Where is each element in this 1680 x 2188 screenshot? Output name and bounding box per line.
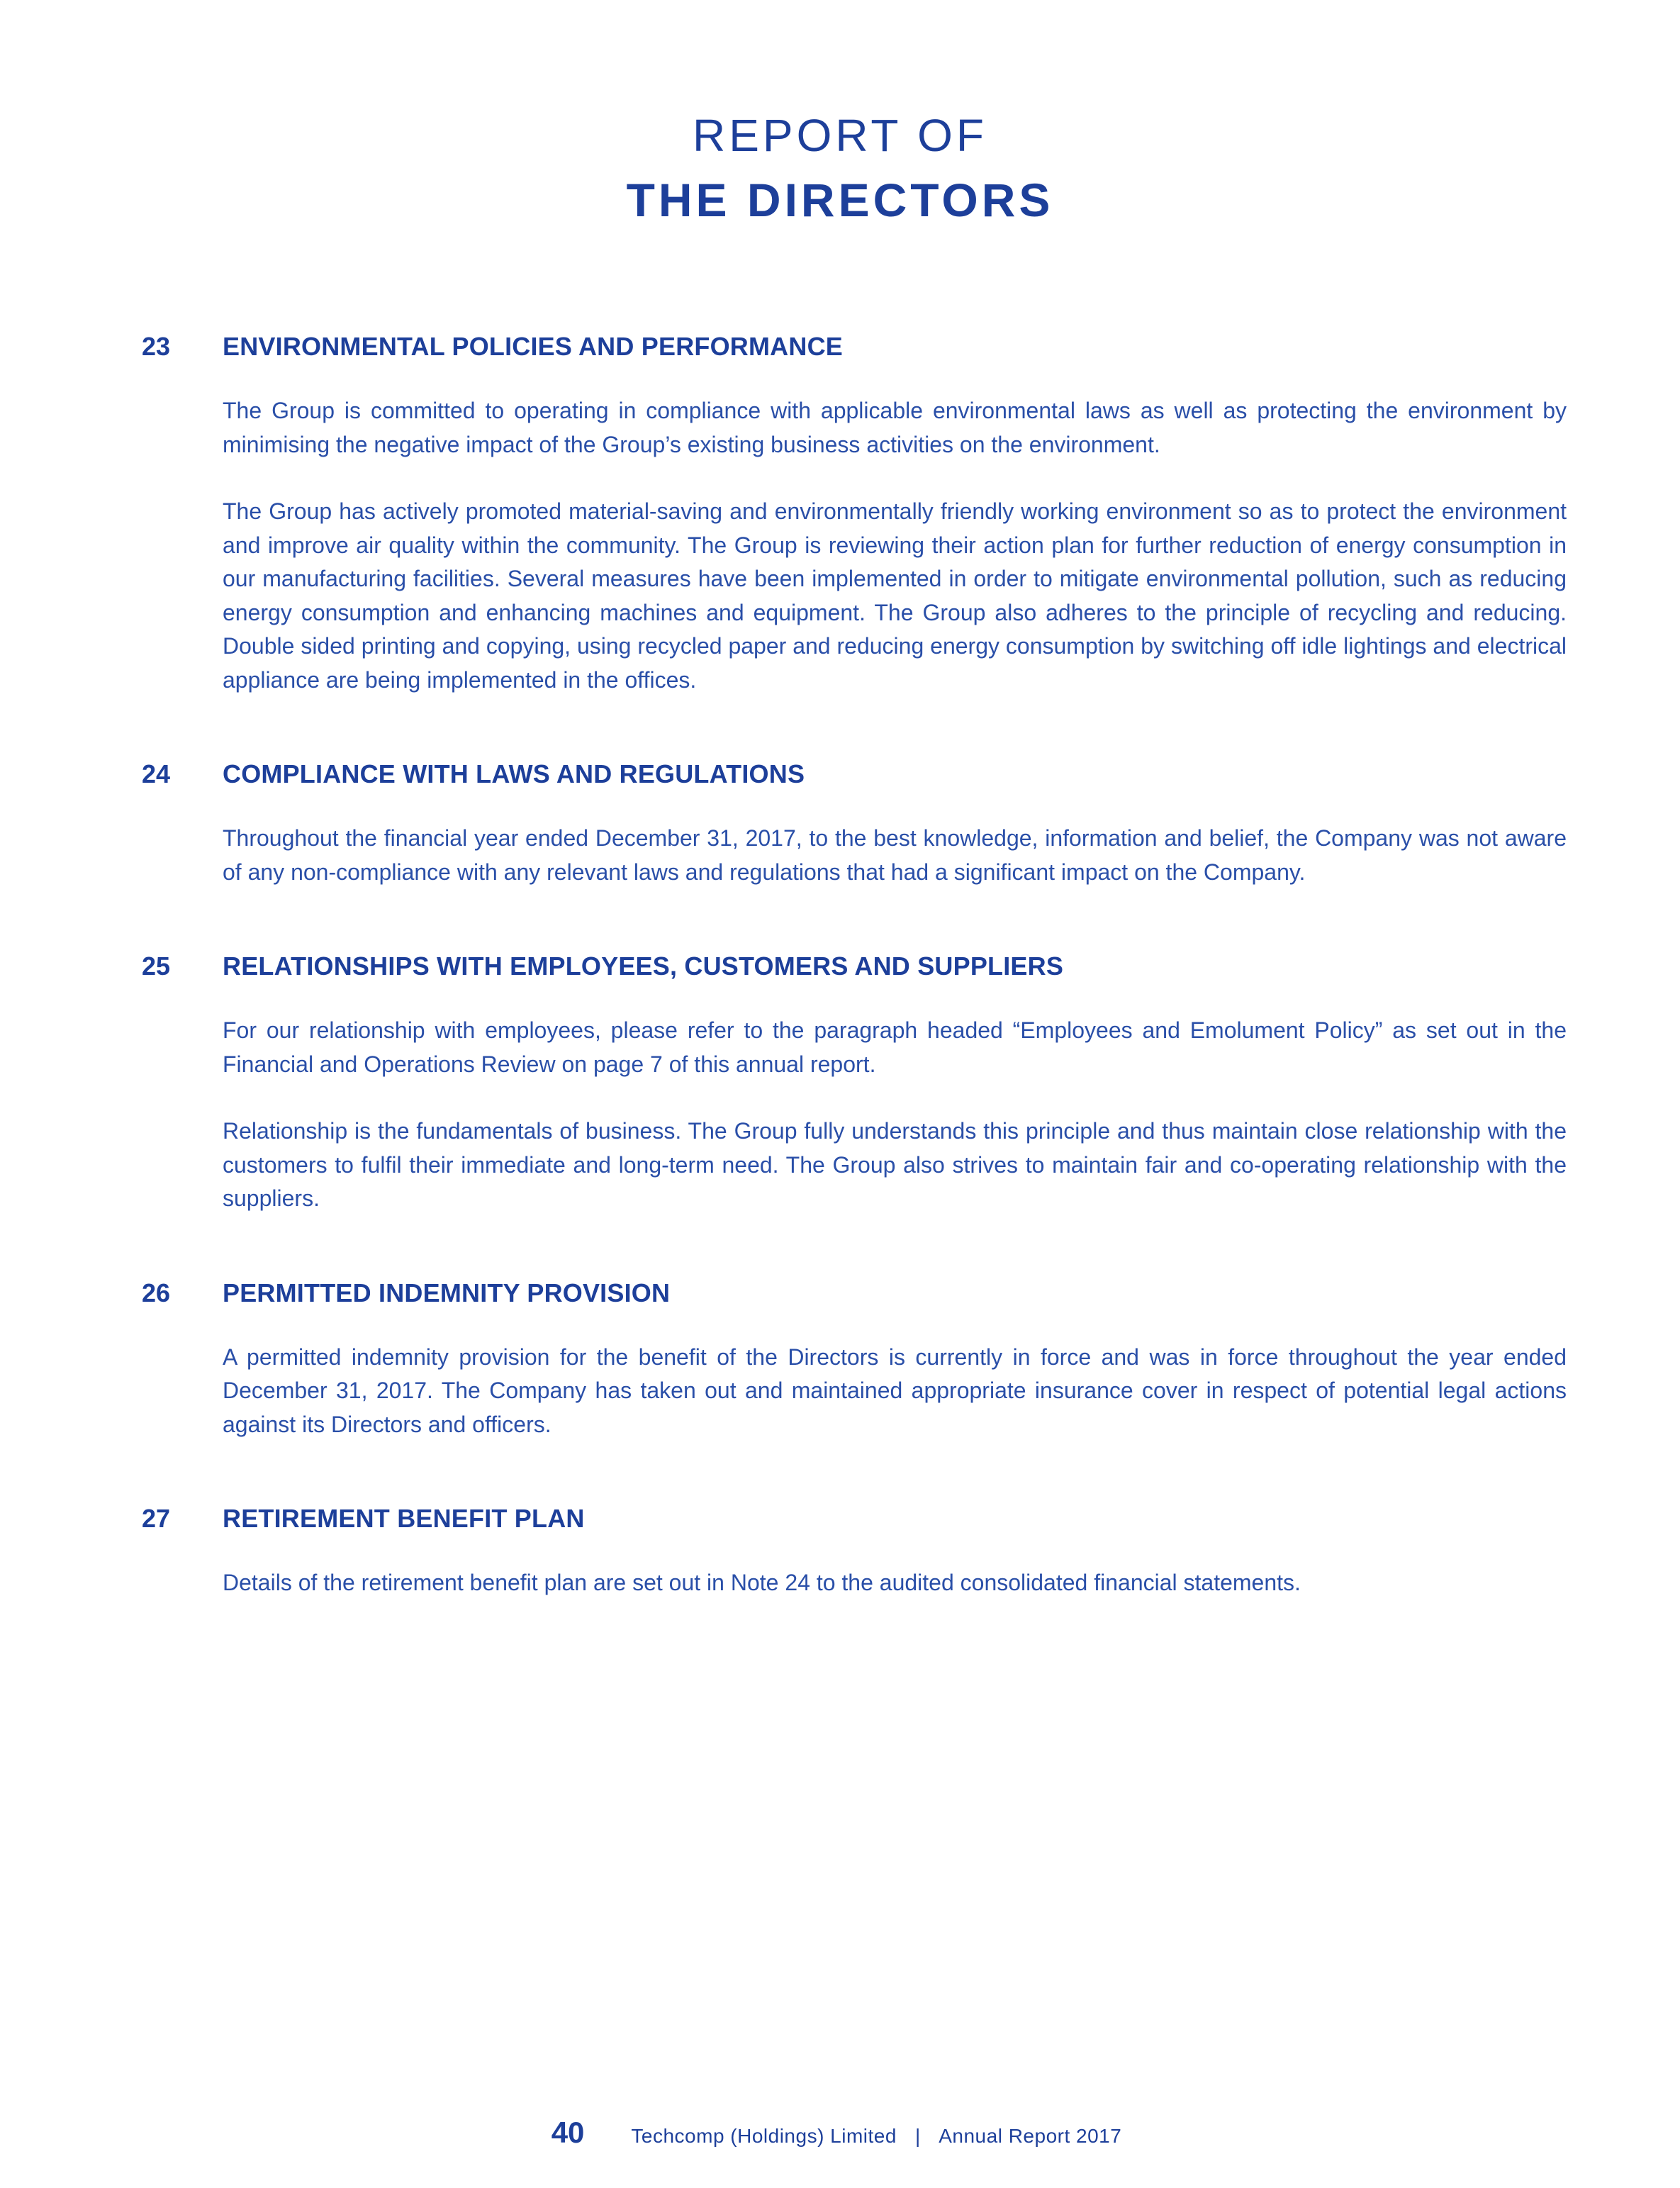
section-27 [142, 1504, 1567, 1600]
section-number: 23 [142, 332, 171, 361]
section-24 [142, 759, 1567, 889]
section-heading [142, 759, 1567, 805]
section-number: 26 [142, 1278, 171, 1307]
paragraph: The Group has actively promoted material-saving and environmentally friendly working environment so as to protect the environment and improve air quality within the community. The Group is reviewing their action plan for further reduction of energy consumption in our manufacturing facilities. Several measures have been implemented in order to mitigate environmental pollution, such as reducing energy consumption and enhancing machines and equipment. The Group also adheres to the principle of recycling and reducing. Double sided printing and copying, using recycled paper and reducing energy consumption by switching off idle lightings and electrical appliance are being implemented in the offices. [223, 498, 1567, 693]
report-content [142, 332, 1567, 1663]
section-title: RETIREMENT BENEFIT PLAN [223, 1504, 585, 1533]
section-body [223, 822, 1567, 889]
section-25 [142, 951, 1567, 1216]
header-title-line2: THE DIRECTORS [626, 174, 1054, 226]
section-heading [142, 951, 1567, 997]
paragraph: The Group is committed to operating in compliance with applicable environmental laws as well as protecting the environment by minimising the negative impact of the Group’s existing business activities on the environment. [223, 398, 1567, 457]
section-number: 27 [142, 1504, 171, 1533]
section-26 [142, 1278, 1567, 1442]
section-number: 25 [142, 951, 171, 981]
footer-report-title: Annual Report 2017 [939, 2125, 1122, 2147]
section-23 [142, 332, 1567, 697]
section-heading [142, 1504, 1567, 1549]
section-heading [142, 1278, 1567, 1324]
paragraph: Relationship is the fundamentals of business. The Group fully understands this principle and thus maintain close relationship with the customers to fulfil their immediate and long-term need. The Group also strives to maintain fair and co-operating relationship with the suppliers. [223, 1118, 1567, 1211]
section-body [223, 1014, 1567, 1216]
section-body [223, 1341, 1567, 1442]
paragraph: For our relationship with employees, please refer to the paragraph headed “Employees and Emolument Policy” as set out in the Financial and Operations Review on page 7 of this annual report. [223, 1017, 1567, 1077]
section-title: ENVIRONMENTAL POLICIES AND PERFORMANCE [223, 332, 843, 361]
header-title-line1: REPORT OF [692, 110, 988, 161]
footer-separator: | [914, 2125, 921, 2147]
paragraph: A permitted indemnity provision for the benefit of the Directors is currently in force and was in force throughout the year ended December 31, 2017. The Company has taken out and maintained appropriate insurance cover in respect of potential legal actions against its Directors and officers. [223, 1344, 1567, 1437]
paragraph: Throughout the financial year ended December 31, 2017, to the best knowledge, information and belief, the Company was not aware of any non-compliance with any relevant laws and regulations that had a significant impact on the Company. [223, 825, 1567, 885]
section-title: PERMITTED INDEMNITY PROVISION [223, 1278, 671, 1307]
page-number: 40 [551, 2116, 585, 2149]
footer-company-name: Techcomp (Holdings) Limited [631, 2125, 897, 2147]
page-header [0, 105, 1680, 234]
section-title: COMPLIANCE WITH LAWS AND REGULATIONS [223, 759, 805, 788]
section-title: RELATIONSHIPS WITH EMPLOYEES, CUSTOMERS AND SUPPLIERS [223, 951, 1064, 981]
section-heading [142, 332, 1567, 377]
section-body [223, 394, 1567, 697]
section-number: 24 [142, 759, 171, 788]
section-body [223, 1566, 1567, 1600]
page-footer [0, 2116, 1680, 2150]
paragraph: Details of the retirement benefit plan are set out in Note 24 to the audited consolidated financial statements. [223, 1570, 1301, 1595]
